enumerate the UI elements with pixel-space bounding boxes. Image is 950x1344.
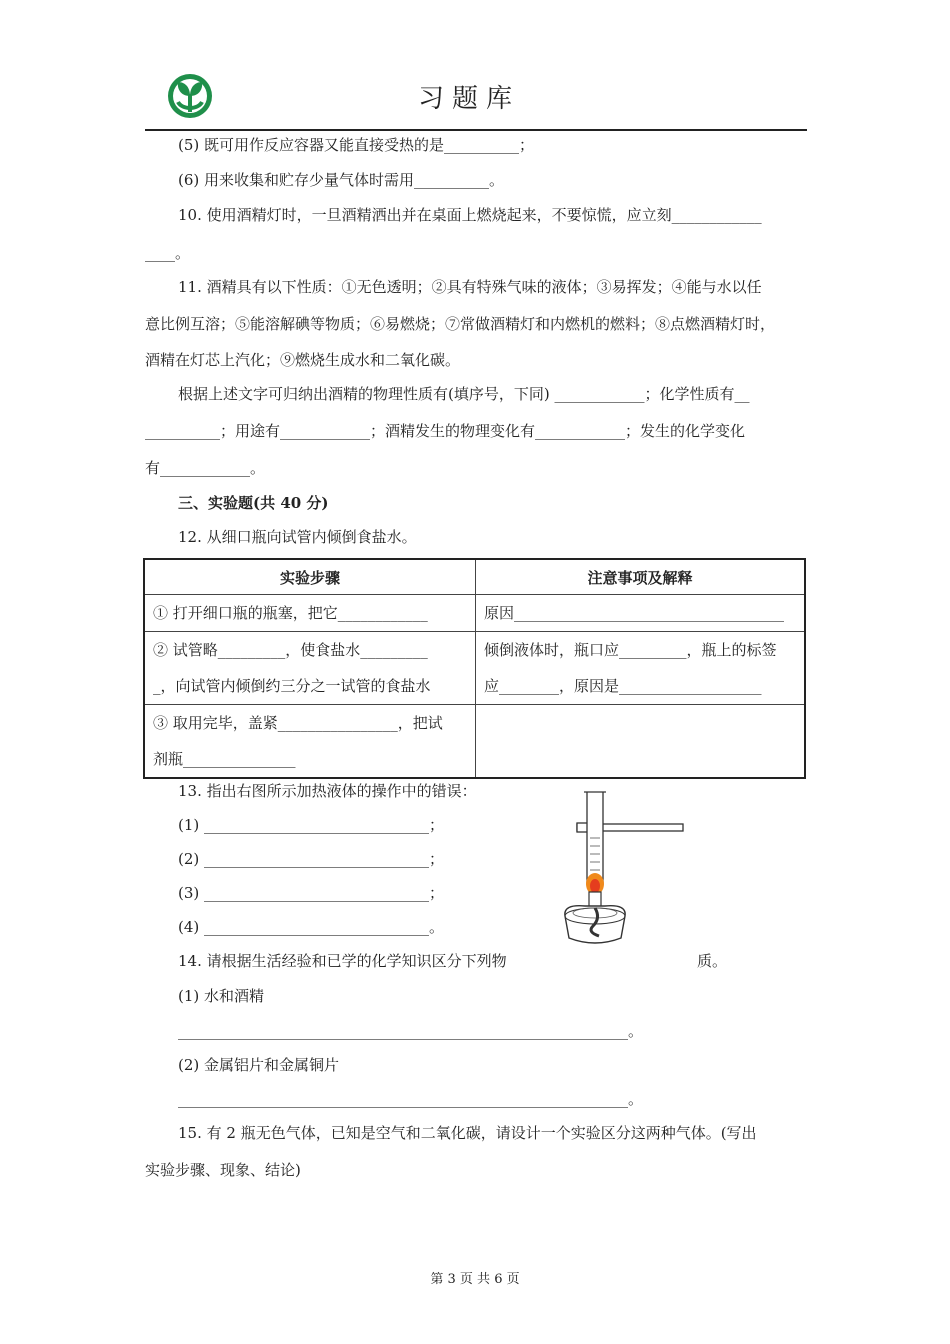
q15-line-b: 实验步骤、现象、结论) (145, 1161, 301, 1179)
step-3-text-b: 剂瓶_______________ (153, 750, 296, 768)
q15-line-a: 15. 有 2 瓶无色气体，已知是空气和二氧化碳，请设计一个实验区分这两种气体。(写出 (178, 1124, 757, 1142)
table-cell (144, 705, 476, 779)
table-cell (476, 632, 806, 705)
q11-line-c: 酒精在灯芯上汽化；⑨燃烧生成水和二氧化碳。 (145, 351, 461, 369)
q14-item-2: (2) 金属铝片和金属铜片 (178, 1056, 340, 1074)
table-row (144, 595, 805, 632)
q14-line: 14. 请根据生活经验和已学的化学知识区分下列物 (178, 952, 507, 970)
q14-item-2-blank: ____________________________________________________________。 (178, 1090, 644, 1108)
column-header-steps: 实验步骤 (144, 559, 476, 595)
note-1-text: 原因____________________________________ (484, 604, 785, 622)
q11-line-f: 有____________。 (145, 459, 266, 477)
experiment-table (143, 558, 806, 779)
note-2-text-b: 应________，原因是___________________ (484, 677, 762, 695)
q14-item-1-blank: ____________________________________________________________。 (178, 1022, 644, 1040)
q10-line-b: ____。 (145, 244, 191, 262)
q11-line-a: 11. 酒精具有以下性质：①无色透明；②具有特殊气味的液体；③易挥发；④能与水以任 (178, 278, 762, 296)
q10-line-a: 10. 使用酒精灯时，一旦酒精洒出并在桌面上燃烧起来，不要惊慌，应立刻____________ (178, 206, 762, 224)
q11-line-d: 根据上述文字可归纳出酒精的物理性质有(填序号，下同) ____________；化学性质有__ (178, 385, 750, 403)
table-row (144, 705, 805, 779)
table-cell (144, 632, 476, 705)
q13-blank-1: (1) ______________________________； (178, 816, 445, 834)
table-cell (476, 595, 806, 632)
sprout-logo-icon (166, 72, 214, 120)
step-2-text-b: _，向试管内倾倒约三分之一试管的食盐水 (153, 677, 431, 695)
q9-6-line: (6) 用来收集和贮存少量气体时需用__________。 (178, 171, 505, 189)
q11-line-e: __________；用途有____________；酒精发生的物理变化有____________；发生的化学变化 (145, 422, 746, 440)
q13-blank-3: (3) ______________________________； (178, 884, 445, 902)
section-heading: 三、实验题(共 40 分) (178, 494, 329, 512)
step-1-text: ① 打开细口瓶的瓶塞，把它____________ (153, 604, 428, 622)
q12-line: 12. 从细口瓶向试管内倾倒食盐水。 (178, 528, 417, 546)
q14-item-1: (1) 水和酒精 (178, 987, 265, 1005)
q14-line-tail: 质。 (697, 952, 728, 970)
table-row (144, 632, 805, 705)
page-title: 习题库 (418, 84, 521, 114)
page-number: 第 3 页 共 6 页 (430, 1272, 520, 1287)
q11-line-b: 意比例互溶；⑤能溶解碘等物质；⑥易燃烧；⑦常做酒精灯和内燃机的燃料；⑧点燃酒精灯时， (145, 315, 776, 333)
header-divider (145, 129, 807, 131)
table-header-row (144, 559, 805, 595)
q13-blank-2: (2) ______________________________； (178, 850, 445, 868)
column-header-notes: 注意事项及解释 (476, 559, 806, 595)
q13-blank-4: (4) ______________________________。 (178, 918, 445, 936)
q9-5-line: (5) 既可用作反应容器又能直接受热的是__________； (178, 136, 535, 154)
note-3-text (484, 705, 796, 741)
alcohol-lamp-heating-test-tube-icon (555, 788, 685, 953)
table-cell (144, 595, 476, 632)
table-cell (476, 705, 806, 779)
note-2-text-a: 倾倒液体时，瓶口应_________，瓶上的标签 (484, 641, 777, 659)
q13-line: 13. 指出右图所示加热液体的操作中的错误： (178, 782, 477, 800)
step-3-text-a: ③ 取用完毕，盖紧________________，把试 (153, 714, 443, 732)
step-2-text-a: ② 试管略_________，使食盐水_________ (153, 641, 428, 659)
